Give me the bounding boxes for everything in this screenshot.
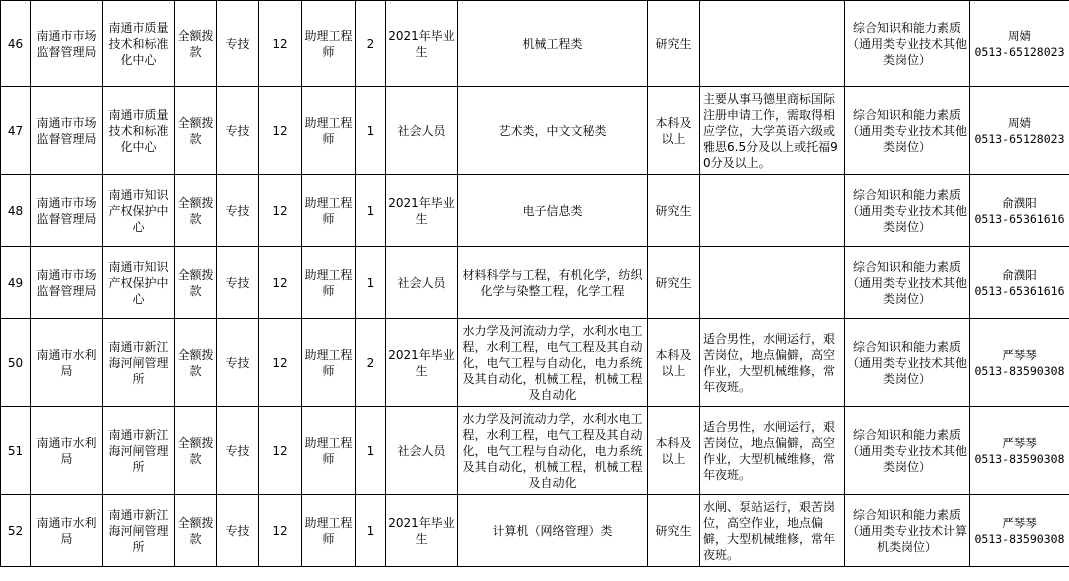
- funding-cell: 全额拨款: [175, 407, 217, 495]
- unit-cell: 南通市新江海河闸管理所: [103, 495, 175, 567]
- exam-cell: 综合知识和能力素质（通用类专业技术其他类岗位）: [845, 407, 970, 495]
- other-requirements-cell: 水闸、泵站运行，艰苦岗位，高空作业，地点偏僻，大型机械维修，常年夜班。: [700, 495, 845, 567]
- target-cell: 2021年毕业生: [386, 175, 458, 247]
- level-cell: 12: [259, 407, 302, 495]
- department-cell: 南通市水利局: [31, 495, 103, 567]
- table-row: [1, 175, 1069, 247]
- other-requirements-cell: 适合男性，水闸运行，艰苦岗位，地点偏僻，高空作业，大型机械维修，常年夜班。: [700, 319, 845, 407]
- unit-cell: 南通市新江海河闸管理所: [103, 407, 175, 495]
- target-cell: 社会人员: [386, 87, 458, 175]
- target-cell: 2021年毕业生: [386, 319, 458, 407]
- contact-cell: [970, 247, 1069, 319]
- department-cell: 南通市水利局: [31, 319, 103, 407]
- count-cell: 1: [356, 175, 386, 247]
- other-requirements-cell: 适合男性，水闸运行，艰苦岗位，地点偏僻，高空作业，大型机械维修，常年夜班。: [700, 407, 845, 495]
- education-cell: 本科及以上: [648, 87, 700, 175]
- unit-cell: 南通市质量技术和标准化中心: [103, 87, 175, 175]
- other-requirements-cell: [700, 247, 845, 319]
- count-cell: 2: [356, 1, 386, 87]
- unit-cell: 南通市知识产权保护中心: [103, 175, 175, 247]
- unit-cell: 南通市质量技术和标准化中心: [103, 1, 175, 87]
- target-cell: 2021年毕业生: [386, 495, 458, 567]
- major-cell: 艺术类，中文文秘类: [458, 87, 648, 175]
- unit-cell: 南通市新江海河闸管理所: [103, 319, 175, 407]
- contact-cell: [970, 407, 1069, 495]
- level-cell: 12: [259, 175, 302, 247]
- contact-name: 周婧: [1008, 28, 1031, 43]
- category-cell: 专技: [217, 175, 259, 247]
- funding-cell: 全额拨款: [175, 247, 217, 319]
- table-row: [1, 495, 1069, 567]
- contact-phone: 0513-83590308: [974, 363, 1065, 378]
- level-cell: 12: [259, 495, 302, 567]
- contact-cell: [970, 175, 1069, 247]
- post-cell: 助理工程师: [302, 1, 356, 87]
- contact-phone: 0513-65128023: [974, 44, 1065, 59]
- education-cell: 研究生: [648, 247, 700, 319]
- contact-phone: 0513-65361616: [974, 211, 1065, 226]
- funding-cell: 全额拨款: [175, 1, 217, 87]
- department-cell: 南通市水利局: [31, 407, 103, 495]
- contact-name: 严琴琴: [1002, 435, 1037, 450]
- level-cell: 12: [259, 319, 302, 407]
- funding-cell: 全额拨款: [175, 319, 217, 407]
- count-cell: 2: [356, 319, 386, 407]
- education-cell: 研究生: [648, 495, 700, 567]
- education-cell: 本科及以上: [648, 319, 700, 407]
- department-cell: 南通市市场监督管理局: [31, 247, 103, 319]
- category-cell: 专技: [217, 319, 259, 407]
- contact-cell: [970, 1, 1069, 87]
- funding-cell: 全额拨款: [175, 87, 217, 175]
- table-row: [1, 407, 1069, 495]
- table-row: [1, 319, 1069, 407]
- contact-cell: [970, 319, 1069, 407]
- row-number: 46: [1, 1, 31, 87]
- count-cell: 1: [356, 247, 386, 319]
- count-cell: 1: [356, 495, 386, 567]
- major-cell: 机械工程类: [458, 1, 648, 87]
- post-cell: 助理工程师: [302, 495, 356, 567]
- contact-name: 周婧: [1008, 115, 1031, 130]
- contact-cell: [970, 87, 1069, 175]
- contact-cell: [970, 495, 1069, 567]
- exam-cell: 综合知识和能力素质（通用类专业技术其他类岗位）: [845, 319, 970, 407]
- contact-name: 俞濮阳: [1002, 267, 1037, 282]
- category-cell: 专技: [217, 247, 259, 319]
- table-row: [1, 87, 1069, 175]
- exam-cell: 综合知识和能力素质（通用类专业技术计算机类岗位）: [845, 495, 970, 567]
- contact-phone: 0513-65128023: [974, 131, 1065, 146]
- education-cell: 研究生: [648, 175, 700, 247]
- contact-phone: 0513-65361616: [974, 283, 1065, 298]
- count-cell: 1: [356, 87, 386, 175]
- row-number: 49: [1, 247, 31, 319]
- major-cell: 水力学及河流动力学，水利水电工程，水利工程，电气工程及其自动化，电气工程与自动化，电力系统及其自动化，机械工程，机械工程及自动化: [458, 319, 648, 407]
- target-cell: 社会人员: [386, 247, 458, 319]
- contact-name: 俞濮阳: [1002, 195, 1037, 210]
- target-cell: 2021年毕业生: [386, 1, 458, 87]
- row-number: 52: [1, 495, 31, 567]
- other-requirements-cell: 主要从事马德里商标国际注册申请工作，需取得相应学位，大学英语六级或雅思6.5分及以上或托福90分及以上。: [700, 87, 845, 175]
- contact-name: 严琴琴: [1002, 515, 1037, 530]
- unit-cell: 南通市知识产权保护中心: [103, 247, 175, 319]
- contact-name: 严琴琴: [1002, 347, 1037, 362]
- row-number: 47: [1, 87, 31, 175]
- department-cell: 南通市市场监督管理局: [31, 87, 103, 175]
- funding-cell: 全额拨款: [175, 175, 217, 247]
- exam-cell: 综合知识和能力素质（通用类专业技术其他类岗位）: [845, 1, 970, 87]
- table-row: [1, 247, 1069, 319]
- category-cell: 专技: [217, 407, 259, 495]
- major-cell: 材料科学与工程，有机化学，纺织化学与染整工程，化学工程: [458, 247, 648, 319]
- row-number: 51: [1, 407, 31, 495]
- category-cell: 专技: [217, 1, 259, 87]
- table-row: [1, 1, 1069, 87]
- level-cell: 12: [259, 1, 302, 87]
- post-cell: 助理工程师: [302, 247, 356, 319]
- exam-cell: 综合知识和能力素质（通用类专业技术其他类岗位）: [845, 247, 970, 319]
- major-cell: 计算机（网络管理）类: [458, 495, 648, 567]
- count-cell: 1: [356, 407, 386, 495]
- other-requirements-cell: [700, 175, 845, 247]
- education-cell: 研究生: [648, 1, 700, 87]
- post-cell: 助理工程师: [302, 87, 356, 175]
- exam-cell: 综合知识和能力素质（通用类专业技术其他类岗位）: [845, 87, 970, 175]
- contact-phone: 0513-83590308: [974, 451, 1065, 466]
- level-cell: 12: [259, 87, 302, 175]
- education-cell: 本科及以上: [648, 407, 700, 495]
- post-cell: 助理工程师: [302, 175, 356, 247]
- row-number: 50: [1, 319, 31, 407]
- post-cell: 助理工程师: [302, 319, 356, 407]
- contact-phone: 0513-83590308: [974, 531, 1065, 546]
- target-cell: 社会人员: [386, 407, 458, 495]
- department-cell: 南通市市场监督管理局: [31, 175, 103, 247]
- post-cell: 助理工程师: [302, 407, 356, 495]
- category-cell: 专技: [217, 87, 259, 175]
- major-cell: 电子信息类: [458, 175, 648, 247]
- department-cell: 南通市市场监督管理局: [31, 1, 103, 87]
- row-number: 48: [1, 175, 31, 247]
- level-cell: 12: [259, 247, 302, 319]
- major-cell: 水力学及河流动力学，水利水电工程，水利工程，电气工程及其自动化，电气工程与自动化，电力系统及其自动化，机械工程，机械工程及自动化: [458, 407, 648, 495]
- other-requirements-cell: [700, 1, 845, 87]
- category-cell: 专技: [217, 495, 259, 567]
- funding-cell: 全额拨款: [175, 495, 217, 567]
- exam-cell: 综合知识和能力素质（通用类专业技术其他类岗位）: [845, 175, 970, 247]
